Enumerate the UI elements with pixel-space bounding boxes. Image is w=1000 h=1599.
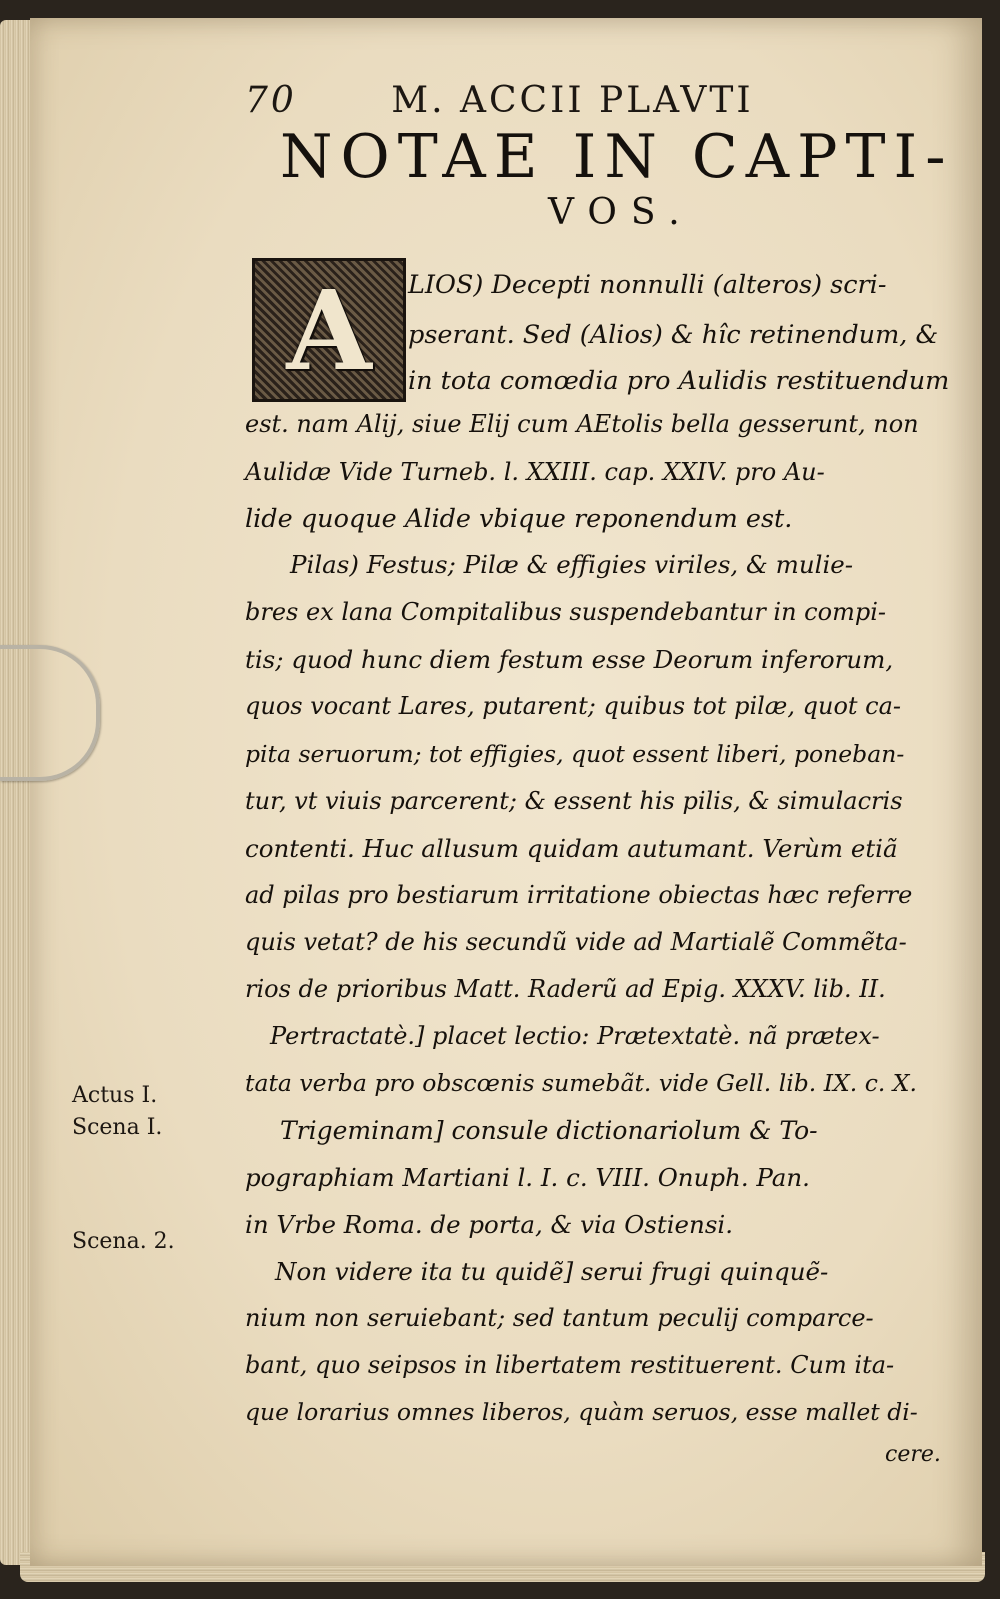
text-line: que lorarius omnes liberos, quàm seruos, esse mallet di-	[245, 1398, 918, 1426]
author-heading: M. ACCII PLAVTI	[391, 80, 754, 121]
page-number: 70	[245, 80, 297, 121]
text-line: tis; quod hunc diem festum esse Deorum inferorum,	[245, 645, 894, 674]
text-line: bant, quo seipsos in libertatem restituerent. Cum ita-	[245, 1351, 895, 1379]
decorated-initial	[252, 258, 406, 402]
text-line: pita seruorum; tot effigies, quot essent liberi, poneban-	[245, 740, 905, 768]
text-line: Pertractatè.] placet lectio: Prætextatè. nã prætex-	[270, 1022, 880, 1050]
text-line: Non videre ita tu quidẽ] serui frugi quinquẽ-	[275, 1257, 829, 1286]
text-line: rios de prioribus Matt. Raderũ ad Epig. XXXV. lib. II.	[245, 975, 886, 1003]
text-line: Trigeminam] consule dictionariolum & To-	[280, 1116, 818, 1145]
running-head	[245, 80, 865, 121]
text-line: lide quoque Alide vbique reponendum est.	[245, 504, 793, 534]
margin-note-scena-1: Scena I.	[72, 1115, 163, 1140]
text-line: in tota comœdia pro Aulidis restituendum	[408, 366, 950, 396]
text-line: Aulidæ Vide Turneb. l. XXIII. cap. XXIV. pro Au-	[245, 458, 825, 486]
text-line: tur, vt viuis parcerent; & essent his pilis, & simulacris	[245, 787, 903, 815]
initial-letter: A	[286, 265, 372, 395]
margin-note-scena-2: Scena. 2.	[72, 1229, 175, 1254]
margin-note-actus: Actus I.	[72, 1083, 158, 1108]
text-line: contenti. Huc allusum quidam autumant. Verùm etiã	[245, 834, 898, 863]
catchword: cere.	[885, 1442, 941, 1467]
title-line-2: VOS.	[548, 192, 694, 233]
text-line: est. nam Alij, siue Elij cum AEtolis bella gesserunt, non	[245, 410, 919, 438]
text-line: pserant. Sed (Alios) & hîc retinendum, &	[408, 320, 939, 350]
text-line: LIOS) Decepti nonnulli (alteros) scri-	[408, 270, 887, 300]
page-clip	[0, 645, 100, 781]
text-line: quis vetat? de his secundũ vide ad Martialẽ Commẽta-	[245, 928, 907, 956]
text-line: tata verba pro obscœnis sumebãt. vide Gell. lib. IX. c. X.	[245, 1069, 917, 1097]
text-line: nium non seruiebant; sed tantum peculij comparce-	[245, 1304, 874, 1332]
text-line: pographiam Martiani l. I. c. VIII. Onuph. Pan.	[245, 1163, 810, 1192]
text-line: ad pilas pro bestiarum irritatione obiectas hæc referre	[245, 881, 913, 909]
title-line-1: NOTAE IN CAPTI-	[280, 122, 954, 192]
text-line: quos vocant Lares, putarent; quibus tot pilæ, quot ca-	[245, 692, 902, 720]
text-line: Pilas) Festus; Pilæ & effigies viriles, & mulie-	[290, 550, 854, 579]
text-line: bres ex lana Compitalibus suspendebantur in compi-	[245, 598, 886, 626]
text-line: in Vrbe Roma. de porta, & via Ostiensi.	[245, 1210, 734, 1239]
